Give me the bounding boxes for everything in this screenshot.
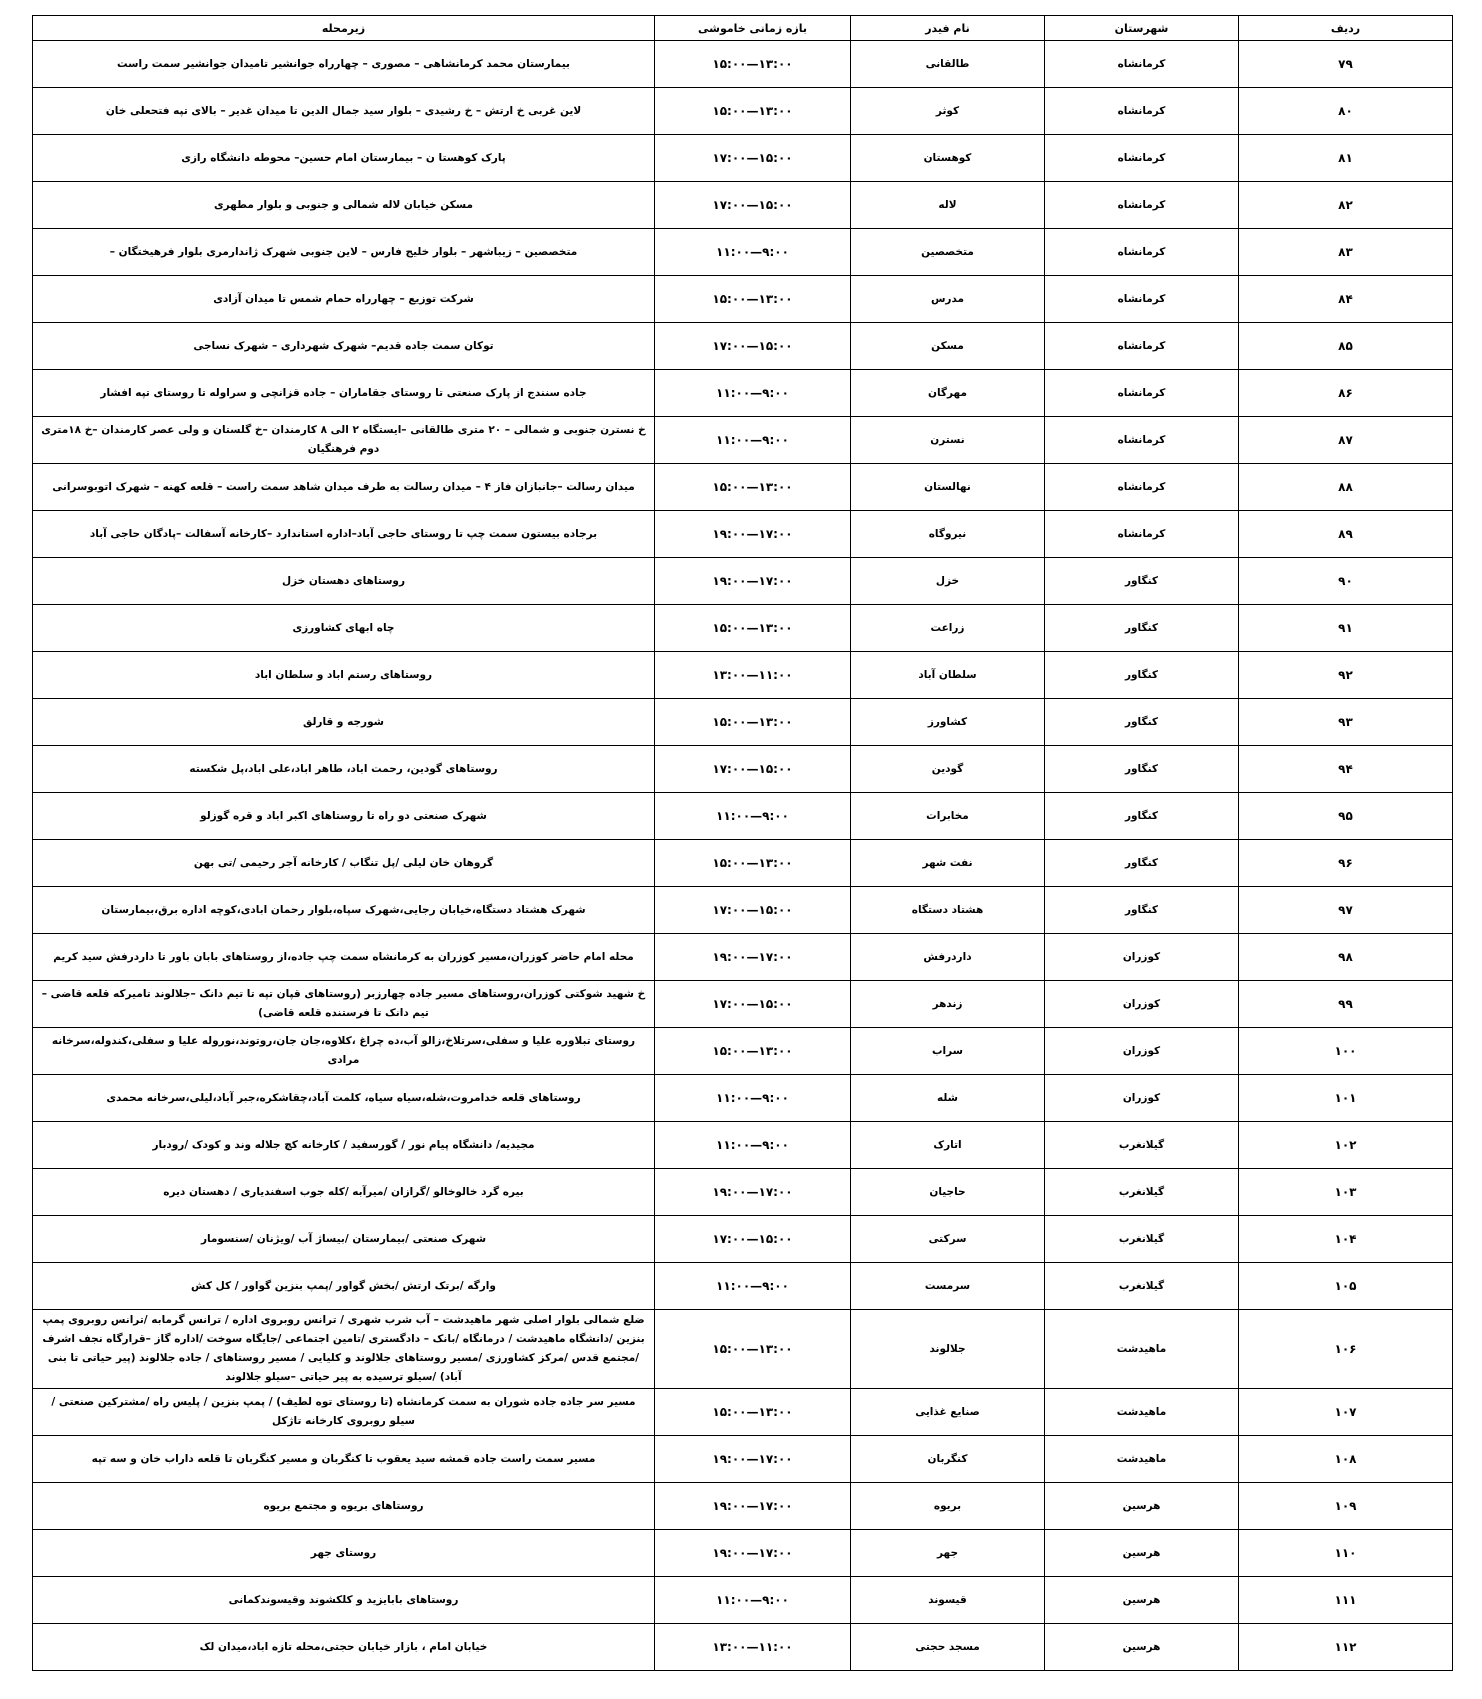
- table-row: [33, 229, 1453, 276]
- row-number-cell: ۱۰۵: [1239, 1263, 1453, 1310]
- table-row: [33, 699, 1453, 746]
- time-cell: ۹:۰۰—۱۱:۰۰: [655, 370, 851, 417]
- table-row: [33, 1436, 1453, 1483]
- time-cell: ۱۳:۰۰—۱۵:۰۰: [655, 41, 851, 88]
- city-cell: کنگاور: [1045, 793, 1239, 840]
- city-cell: کنگاور: [1045, 746, 1239, 793]
- time-cell: ۱۳:۰۰—۱۵:۰۰: [655, 464, 851, 511]
- area-cell: روستاهای بابایزید و کلکشوند وقیسوندکمانی: [33, 1577, 655, 1624]
- city-cell: کوزران: [1045, 1028, 1239, 1075]
- feeder-cell: بریوه: [851, 1483, 1045, 1530]
- table-row: [33, 840, 1453, 887]
- row-number-cell: ۹۱: [1239, 605, 1453, 652]
- feeder-cell: سلطان آباد: [851, 652, 1045, 699]
- table-row: [33, 417, 1453, 464]
- table-row: [33, 887, 1453, 934]
- area-cell: شهرک هشتاد دستگاه،خیابان رجایی،شهرک سپاه،بلوار رحمان ابادی،کوچه اداره برق،بیمارستان: [33, 887, 655, 934]
- table-row: [33, 323, 1453, 370]
- feeder-cell: نفت شهر: [851, 840, 1045, 887]
- area-cell: چاه ابهای کشاورزی: [33, 605, 655, 652]
- feeder-cell: مهرگان: [851, 370, 1045, 417]
- area-cell: خ نسترن جنوبی و شمالی – ۲۰ متری طالقانی –ایستگاه ۲ الی ۸ کارمندان –خ گلستان و ولی عصر کارمندان –خ ۱۸متری دوم فرهنگیان: [33, 417, 655, 464]
- city-cell: ماهیدشت: [1045, 1389, 1239, 1436]
- header-row-number: ردیف: [1239, 16, 1453, 41]
- feeder-cell: خزل: [851, 558, 1045, 605]
- time-cell: ۱۱:۰۰—۱۳:۰۰: [655, 1624, 851, 1671]
- row-number-cell: ۱۰۷: [1239, 1389, 1453, 1436]
- time-cell: ۱۷:۰۰—۱۹:۰۰: [655, 1436, 851, 1483]
- time-cell: ۹:۰۰—۱۱:۰۰: [655, 1075, 851, 1122]
- city-cell: کرمانشاه: [1045, 323, 1239, 370]
- row-number-cell: ۹۲: [1239, 652, 1453, 699]
- city-cell: کنگاور: [1045, 699, 1239, 746]
- time-cell: ۱۳:۰۰—۱۵:۰۰: [655, 1389, 851, 1436]
- row-number-cell: ۱۰۸: [1239, 1436, 1453, 1483]
- table-row: [33, 41, 1453, 88]
- area-cell: روستای جهر: [33, 1530, 655, 1577]
- row-number-cell: ۹۳: [1239, 699, 1453, 746]
- time-cell: ۱۵:۰۰—۱۷:۰۰: [655, 887, 851, 934]
- row-number-cell: ۱۰۴: [1239, 1216, 1453, 1263]
- row-number-cell: ۸۰: [1239, 88, 1453, 135]
- time-cell: ۱۳:۰۰—۱۵:۰۰: [655, 1028, 851, 1075]
- feeder-cell: زندهر: [851, 981, 1045, 1028]
- header-area: زیرمحله: [33, 16, 655, 41]
- header-feeder: نام فیدر: [851, 16, 1045, 41]
- row-number-cell: ۱۰۲: [1239, 1122, 1453, 1169]
- table-row: [33, 1624, 1453, 1671]
- table-row: [33, 1216, 1453, 1263]
- table-row: [33, 746, 1453, 793]
- time-cell: ۹:۰۰—۱۱:۰۰: [655, 793, 851, 840]
- area-cell: شورجه و قارلق: [33, 699, 655, 746]
- city-cell: ماهیدشت: [1045, 1310, 1239, 1389]
- time-cell: ۱۳:۰۰—۱۵:۰۰: [655, 88, 851, 135]
- feeder-cell: صنایع غذایی: [851, 1389, 1045, 1436]
- table-row: [33, 1483, 1453, 1530]
- city-cell: هرسین: [1045, 1577, 1239, 1624]
- time-cell: ۹:۰۰—۱۱:۰۰: [655, 1263, 851, 1310]
- city-cell: کنگاور: [1045, 652, 1239, 699]
- header-time: بازه زمانی خاموشی: [655, 16, 851, 41]
- table-row: [33, 1310, 1453, 1389]
- row-number-cell: ۸۵: [1239, 323, 1453, 370]
- city-cell: کرمانشاه: [1045, 88, 1239, 135]
- time-cell: ۱۵:۰۰—۱۷:۰۰: [655, 1216, 851, 1263]
- feeder-cell: متخصصین: [851, 229, 1045, 276]
- feeder-cell: مدرس: [851, 276, 1045, 323]
- row-number-cell: ۹۵: [1239, 793, 1453, 840]
- time-cell: ۱۳:۰۰—۱۵:۰۰: [655, 276, 851, 323]
- time-cell: ۱۵:۰۰—۱۷:۰۰: [655, 323, 851, 370]
- table-row: [33, 464, 1453, 511]
- area-cell: خیابان امام ، بازار خیابان حجتی،محله تازه اباد،میدان لک: [33, 1624, 655, 1671]
- area-cell: پارک کوهستا ن – بیمارستان امام حسین– محوطه دانشگاه رازی: [33, 135, 655, 182]
- table-row: [33, 511, 1453, 558]
- city-cell: کنگاور: [1045, 840, 1239, 887]
- city-cell: کوزران: [1045, 934, 1239, 981]
- table-row: [33, 793, 1453, 840]
- city-cell: کنگاور: [1045, 887, 1239, 934]
- feeder-cell: داردرفش: [851, 934, 1045, 981]
- time-cell: ۱۷:۰۰—۱۹:۰۰: [655, 1483, 851, 1530]
- area-cell: شهرک صنعتی دو راه تا روستاهای اکبر اباد و قره گوزلو: [33, 793, 655, 840]
- time-cell: ۹:۰۰—۱۱:۰۰: [655, 1122, 851, 1169]
- row-number-cell: ۸۹: [1239, 511, 1453, 558]
- feeder-cell: سرکتی: [851, 1216, 1045, 1263]
- area-cell: ضلع شمالی بلوار اصلی شهر ماهیدشت – آب شرب شهری / ترانس روبروی اداره / ترانس گرمابه /ترانس روبروی پمپ بنزین /دانشگاه ماهیدشت / درمانگاه /بانک – دادگستری /تامین اجتماعی /جایگاه سوخت /اداره گاز –قرارگاه نجف اشرف /مجتمع قدس /مرکز کشاورزی /مسیر روستاهای جلالوند و کلیایی / مسیر روستاهای / جاده جلالوند (پیر حیاتی تا بنی آباد) /سیلو ترسیده به پیر حیاتی –سیلو جلالوند: [33, 1310, 655, 1389]
- header-city: شهرستان: [1045, 16, 1239, 41]
- feeder-cell: جلالوند: [851, 1310, 1045, 1389]
- row-number-cell: ۱۰۰: [1239, 1028, 1453, 1075]
- area-cell: لاین غربی خ ارتش – خ رشیدی – بلوار سید جمال الدین تا میدان غدیر – بالای تپه فتحعلی خان: [33, 88, 655, 135]
- feeder-cell: قیسوند: [851, 1577, 1045, 1624]
- feeder-cell: گودین: [851, 746, 1045, 793]
- area-cell: محله امام حاضر کوزران،مسیر کوزران به کرمانشاه سمت چپ جاده،از روستاهای بابان باور تا داردرفش سید کریم: [33, 934, 655, 981]
- time-cell: ۹:۰۰—۱۱:۰۰: [655, 229, 851, 276]
- table-row: [33, 1530, 1453, 1577]
- table-row: [33, 370, 1453, 417]
- table-row: [33, 1263, 1453, 1310]
- row-number-cell: ۹۸: [1239, 934, 1453, 981]
- feeder-cell: سرمست: [851, 1263, 1045, 1310]
- area-cell: مجیدیه/ دانشگاه پیام نور / گورسفید / کارخانه کچ جلاله وند و کودک /رودبار: [33, 1122, 655, 1169]
- feeder-cell: طالقانی: [851, 41, 1045, 88]
- city-cell: کوزران: [1045, 981, 1239, 1028]
- table-row: [33, 182, 1453, 229]
- time-cell: ۱۵:۰۰—۱۷:۰۰: [655, 182, 851, 229]
- city-cell: کرمانشاه: [1045, 276, 1239, 323]
- header-row: [33, 16, 1453, 41]
- time-cell: ۱۵:۰۰—۱۷:۰۰: [655, 746, 851, 793]
- city-cell: کرمانشاه: [1045, 182, 1239, 229]
- time-cell: ۱۵:۰۰—۱۷:۰۰: [655, 981, 851, 1028]
- row-number-cell: ۸۸: [1239, 464, 1453, 511]
- city-cell: هرسین: [1045, 1483, 1239, 1530]
- row-number-cell: ۷۹: [1239, 41, 1453, 88]
- table-row: [33, 981, 1453, 1028]
- city-cell: کرمانشاه: [1045, 229, 1239, 276]
- row-number-cell: ۸۲: [1239, 182, 1453, 229]
- table-header: [33, 16, 1453, 41]
- row-number-cell: ۱۰۳: [1239, 1169, 1453, 1216]
- row-number-cell: ۸۶: [1239, 370, 1453, 417]
- area-cell: روستاهای رستم اباد و سلطان اباد: [33, 652, 655, 699]
- row-number-cell: ۱۰۹: [1239, 1483, 1453, 1530]
- feeder-cell: نسترن: [851, 417, 1045, 464]
- table-row: [33, 1169, 1453, 1216]
- area-cell: برجاده بیستون سمت چپ تا روستای حاجی آباد–اداره استاندارد –کارخانه آسفالت –پادگان حاجی آباد: [33, 511, 655, 558]
- feeder-cell: اتارک: [851, 1122, 1045, 1169]
- time-cell: ۱۷:۰۰—۱۹:۰۰: [655, 511, 851, 558]
- city-cell: گیلانغرب: [1045, 1122, 1239, 1169]
- city-cell: کرمانشاه: [1045, 135, 1239, 182]
- row-number-cell: ۱۰۱: [1239, 1075, 1453, 1122]
- row-number-cell: ۹۴: [1239, 746, 1453, 793]
- city-cell: کنگاور: [1045, 558, 1239, 605]
- area-cell: روستاهای دهستان خزل: [33, 558, 655, 605]
- time-cell: ۹:۰۰—۱۱:۰۰: [655, 417, 851, 464]
- table-row: [33, 1389, 1453, 1436]
- feeder-cell: کنگربان: [851, 1436, 1045, 1483]
- city-cell: کرمانشاه: [1045, 41, 1239, 88]
- table-row: [33, 934, 1453, 981]
- row-number-cell: ۸۱: [1239, 135, 1453, 182]
- row-number-cell: ۸۴: [1239, 276, 1453, 323]
- time-cell: ۱۷:۰۰—۱۹:۰۰: [655, 1169, 851, 1216]
- table-row: [33, 652, 1453, 699]
- table-row: [33, 276, 1453, 323]
- area-cell: میدان رسالت –جانبازان فاز ۴ – میدان رسالت به طرف میدان شاهد سمت راست – قلعه کهنه – شهرک اتوبوسرانی: [33, 464, 655, 511]
- time-cell: ۹:۰۰—۱۱:۰۰: [655, 1577, 851, 1624]
- city-cell: کنگاور: [1045, 605, 1239, 652]
- feeder-cell: شله: [851, 1075, 1045, 1122]
- city-cell: کرمانشاه: [1045, 464, 1239, 511]
- area-cell: روستاهای قلعه خدامروت،شله،سیاه سیاه، کلمت آباد،چقاشکره،جبر آباد،لیلی،سرخانه محمدی: [33, 1075, 655, 1122]
- feeder-cell: مخابرات: [851, 793, 1045, 840]
- area-cell: متخصصین – زیباشهر – بلوار خلیج فارس – لاین جنوبی شهرک ژاندارمری بلوار فرهیختگان –: [33, 229, 655, 276]
- area-cell: بیره گرد خالوخالو /گرازان /میرآبه /کله جوب اسفندیاری / دهستان دیره: [33, 1169, 655, 1216]
- time-cell: ۱۳:۰۰—۱۵:۰۰: [655, 1310, 851, 1389]
- area-cell: توکان سمت جاده قدیم– شهرک شهرداری – شهرک نساجی: [33, 323, 655, 370]
- area-cell: جاده سنندج از پارک صنعتی تا روستای جقاماران – جاده قزانچی و سراوله تا روستای تپه افشار: [33, 370, 655, 417]
- area-cell: بیمارستان محمد کرمانشاهی – مصوری – چهارراه جوانشیر تامیدان جوانشیر سمت راست: [33, 41, 655, 88]
- feeder-cell: زراعت: [851, 605, 1045, 652]
- area-cell: وارگه /برتک ارتش /بخش گواور /پمپ بنزین گواور / کل کش: [33, 1263, 655, 1310]
- area-cell: مسیر سر جاده جاده شوران به سمت کرمانشاه (تا روستای توه لطیف) / پمپ بنزین / پلیس راه /مشترکین صنعتی /سیلو روبروی کارخانه تاژکل: [33, 1389, 655, 1436]
- city-cell: کرمانشاه: [1045, 511, 1239, 558]
- feeder-cell: کوهستان: [851, 135, 1045, 182]
- row-number-cell: ۱۱۲: [1239, 1624, 1453, 1671]
- table-row: [33, 1028, 1453, 1075]
- city-cell: کرمانشاه: [1045, 370, 1239, 417]
- table-row: [33, 88, 1453, 135]
- time-cell: ۱۷:۰۰—۱۹:۰۰: [655, 934, 851, 981]
- row-number-cell: ۸۳: [1239, 229, 1453, 276]
- feeder-cell: لاله: [851, 182, 1045, 229]
- row-number-cell: ۹۰: [1239, 558, 1453, 605]
- feeder-cell: نیروگاه: [851, 511, 1045, 558]
- row-number-cell: ۱۰۶: [1239, 1310, 1453, 1389]
- feeder-cell: نهالستان: [851, 464, 1045, 511]
- city-cell: گیلانغرب: [1045, 1263, 1239, 1310]
- row-number-cell: ۹۶: [1239, 840, 1453, 887]
- feeder-cell: کوثر: [851, 88, 1045, 135]
- row-number-cell: ۸۷: [1239, 417, 1453, 464]
- area-cell: شرکت توزیع – چهارراه حمام شمس تا میدان آزادی: [33, 276, 655, 323]
- table-row: [33, 1577, 1453, 1624]
- table-row: [33, 1122, 1453, 1169]
- city-cell: ماهیدشت: [1045, 1436, 1239, 1483]
- table-body: [33, 41, 1453, 1671]
- city-cell: کوزران: [1045, 1075, 1239, 1122]
- area-cell: مسیر سمت راست جاده قمشه سید یعقوب تا کنگربان و مسیر کنگربان تا قلعه داراب خان و سه تپه: [33, 1436, 655, 1483]
- feeder-cell: سراب: [851, 1028, 1045, 1075]
- area-cell: شهرک صنعتی /بیمارستان /بیساژ آب /ویژنان /سنسومار: [33, 1216, 655, 1263]
- city-cell: گیلانغرب: [1045, 1169, 1239, 1216]
- row-number-cell: ۹۷: [1239, 887, 1453, 934]
- area-cell: مسکن خیابان لاله شمالی و جنوبی و بلوار مطهری: [33, 182, 655, 229]
- outage-table: [32, 15, 1453, 1671]
- city-cell: هرسین: [1045, 1530, 1239, 1577]
- table-row: [33, 605, 1453, 652]
- city-cell: هرسین: [1045, 1624, 1239, 1671]
- row-number-cell: ۱۱۱: [1239, 1577, 1453, 1624]
- feeder-cell: حاجیان: [851, 1169, 1045, 1216]
- time-cell: ۱۱:۰۰—۱۳:۰۰: [655, 652, 851, 699]
- table-row: [33, 558, 1453, 605]
- area-cell: روستاهای گودین، رحمت اباد، طاهر اباد،علی اباد،پل شکسته: [33, 746, 655, 793]
- feeder-cell: هشتاد دستگاه: [851, 887, 1045, 934]
- row-number-cell: ۹۹: [1239, 981, 1453, 1028]
- time-cell: ۱۷:۰۰—۱۹:۰۰: [655, 558, 851, 605]
- area-cell: روستاهای بریوه و مجتمع بریوه: [33, 1483, 655, 1530]
- area-cell: خ شهید شوکتی کوزران،روستاهای مسیر جاده چهارزبر (روستاهای قپان تپه تا تیم دانک –جلالوند تامیرکه قلعه قاضی –تیم دانک تا فرستنده قلعه قاضی): [33, 981, 655, 1028]
- time-cell: ۱۵:۰۰—۱۷:۰۰: [655, 135, 851, 182]
- feeder-cell: جهر: [851, 1530, 1045, 1577]
- area-cell: روستای تبلاوره علیا و سفلی،سرتلاخ،زالو آب،ده چراغ ،کلاوه،جان جان،روتوند،نوروله علیا و سفلی،کندوله،سرخانه مرادی: [33, 1028, 655, 1075]
- time-cell: ۱۳:۰۰—۱۵:۰۰: [655, 605, 851, 652]
- feeder-cell: کشاورز: [851, 699, 1045, 746]
- table-row: [33, 1075, 1453, 1122]
- table-row: [33, 135, 1453, 182]
- feeder-cell: مسجد حجتی: [851, 1624, 1045, 1671]
- city-cell: گیلانغرب: [1045, 1216, 1239, 1263]
- time-cell: ۱۳:۰۰—۱۵:۰۰: [655, 699, 851, 746]
- feeder-cell: مسکن: [851, 323, 1045, 370]
- time-cell: ۱۷:۰۰—۱۹:۰۰: [655, 1530, 851, 1577]
- area-cell: گروهان خان لیلی /پل تنگاب / کارخانه آجر رحیمی /تی بهن: [33, 840, 655, 887]
- row-number-cell: ۱۱۰: [1239, 1530, 1453, 1577]
- city-cell: کرمانشاه: [1045, 417, 1239, 464]
- time-cell: ۱۳:۰۰—۱۵:۰۰: [655, 840, 851, 887]
